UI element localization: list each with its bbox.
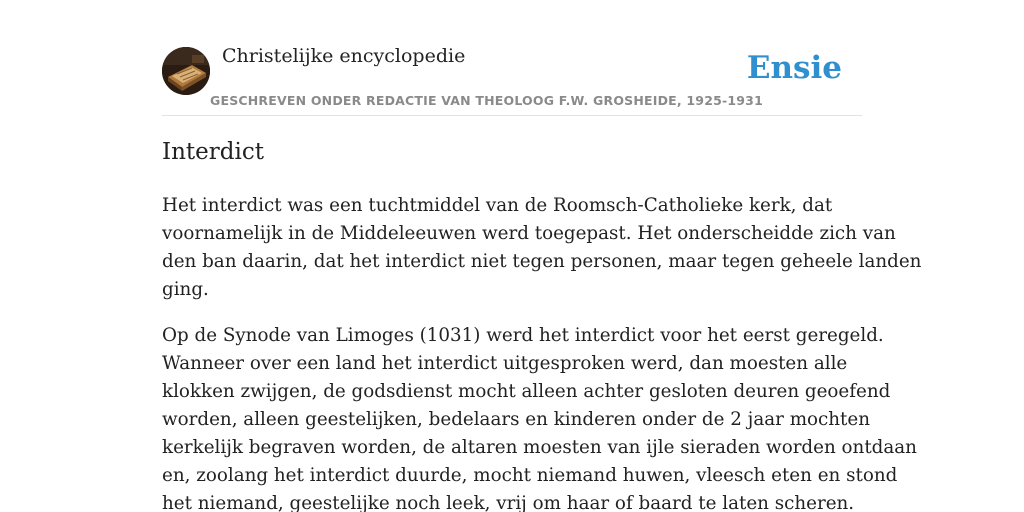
paragraph-line: den ban daarin, dat het interdict niet tegen personen, maar tegen geheele landen [162, 251, 922, 272]
article-paragraph [162, 192, 922, 304]
content-column [162, 0, 922, 512]
article-title: Interdict [162, 139, 264, 165]
article-paragraph [162, 322, 917, 512]
paragraph-line: Op de Synode van Limoges (1031) werd het interdict voor het eerst geregeld. [162, 325, 884, 346]
ensie-logo-link[interactable]: Ensie [746, 50, 842, 86]
article-body [162, 192, 922, 512]
paragraph-line: ging. [162, 279, 209, 300]
site-header [162, 0, 862, 116]
paragraph-line: klokken zwijgen, de godsdienst mocht alleen achter gesloten deuren geoefend [162, 381, 891, 402]
paragraph-line: voornamelijk in de Middeleeuwen werd toegepast. Het onderscheidde zich van [162, 223, 896, 244]
paragraph-line: Wanneer over een land het interdict uitgesproken werd, dan moesten alle [162, 353, 848, 374]
site-subtitle: GESCHREVEN ONDER REDACTIE VAN THEOLOOG F.W. GROSHEIDE, 1925-1931 [210, 93, 763, 108]
paragraph-line: worden, alleen geestelijken, bedelaars en kinderen onder de 2 jaar mochten [162, 409, 870, 430]
paragraph-line: en, zoolang het interdict duurde, mocht niemand huwen, vleesch eten en stond [162, 465, 898, 486]
book-thumbnail-graphic [162, 47, 210, 95]
paragraph-line: Het interdict was een tuchtmiddel van de Roomsch-Catholieke kerk, dat [162, 195, 833, 216]
site-title[interactable]: Christelijke encyclopedie [222, 45, 466, 67]
book-thumbnail-icon[interactable] [162, 47, 210, 95]
paragraph-line: kerkelijk begraven worden, de altaren moesten van ijle sieraden worden ontdaan [162, 437, 917, 458]
paragraph-line: het niemand, geestelijke noch leek, vrij om haar of baard te laten scheren. [162, 493, 855, 512]
